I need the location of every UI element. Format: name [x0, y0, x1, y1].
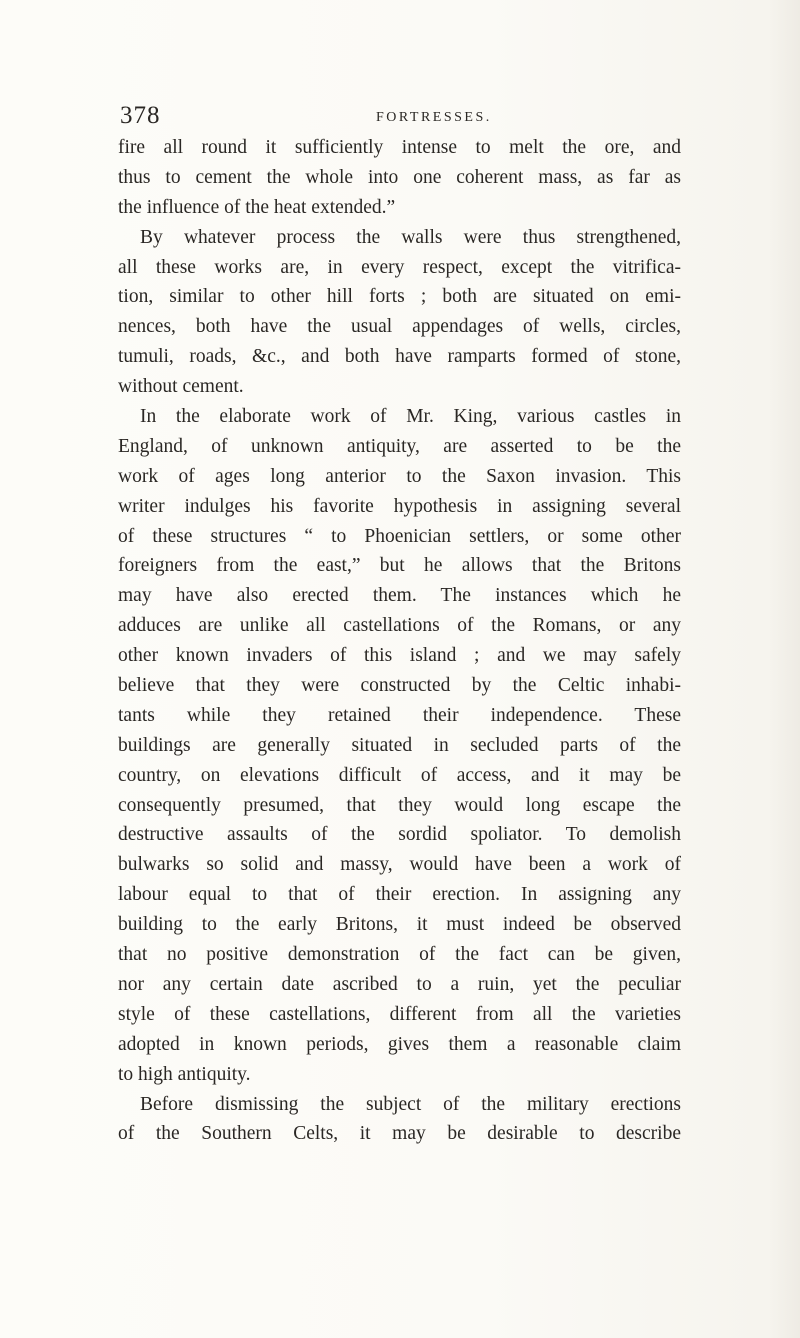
body-text — [118, 133, 681, 1149]
text-line: nences, both have the usual appendages of wells, circles, — [118, 316, 681, 338]
text-line: may have also erected them. The instances which he — [118, 585, 681, 607]
text-line: adopted in known periods, gives them a reasonable claim — [118, 1033, 681, 1055]
text-line: believe that they were constructed by the Celtic inhabi- — [118, 675, 681, 697]
text-line: tumuli, roads, &c., and both have ramparts formed of stone, — [118, 346, 681, 368]
text-line: consequently presumed, that they would long escape the — [118, 794, 681, 816]
text-line: other known invaders of this island ; and we may safely — [118, 645, 681, 667]
text-line: style of these castellations, different from all the varieties — [118, 1003, 681, 1025]
text-line: all these works are, in every respect, except the vitrifica- — [118, 256, 681, 278]
text-line: foreigners from the east,” but he allows that the Britons — [118, 555, 681, 577]
text-line: tion, similar to other hill forts ; both are situated on emi- — [118, 286, 681, 308]
text-line: By whatever process the walls were thus strengthened, — [140, 226, 681, 248]
text-line: England, of unknown antiquity, are asserted to be the — [118, 435, 681, 457]
text-line: that no positive demonstration of the fact can be given, — [118, 944, 681, 966]
text-line: work of ages long anterior to the Saxon invasion. This — [118, 465, 681, 487]
text-line: adduces are unlike all castellations of the Romans, or any — [118, 615, 681, 637]
text-line: country, on elevations difficult of access, and it may be — [118, 764, 681, 786]
text-line: of these structures “ to Phoenician settlers, or some other — [118, 525, 681, 547]
page-header — [120, 98, 680, 134]
page-number: 378 — [120, 102, 161, 129]
text-line: fire all round it sufficiently intense to melt the ore, and — [118, 137, 681, 158]
text-line: thus to cement the whole into one coherent mass, as far as — [118, 166, 681, 188]
text-line: tants while they retained their independence. These — [118, 704, 681, 726]
text-line: of the Southern Celts, it may be desirable to describe — [118, 1123, 681, 1145]
text-line: labour equal to that of their erection. In assigning any — [118, 884, 681, 906]
text-line: In the elaborate work of Mr. King, various castles in — [140, 406, 681, 428]
running-head: FORTRESSES. — [376, 110, 492, 125]
text-line: writer indulges his favorite hypothesis in assigning several — [118, 495, 681, 517]
text-line: to high antiquity. — [118, 1063, 251, 1085]
text-line: the influence of the heat extended.” — [118, 196, 396, 218]
text-line: destructive assaults of the sordid spoliator. To demolish — [118, 824, 681, 846]
text-line: nor any certain date ascribed to a ruin, yet the peculiar — [118, 973, 681, 995]
text-line: Before dismissing the subject of the military erections — [140, 1093, 681, 1115]
text-line: without cement. — [118, 376, 244, 398]
text-line: bulwarks so solid and massy, would have been a work of — [118, 854, 681, 876]
text-line: building to the early Britons, it must indeed be observed — [118, 914, 681, 936]
text-line: buildings are generally situated in secluded parts of the — [118, 734, 681, 756]
